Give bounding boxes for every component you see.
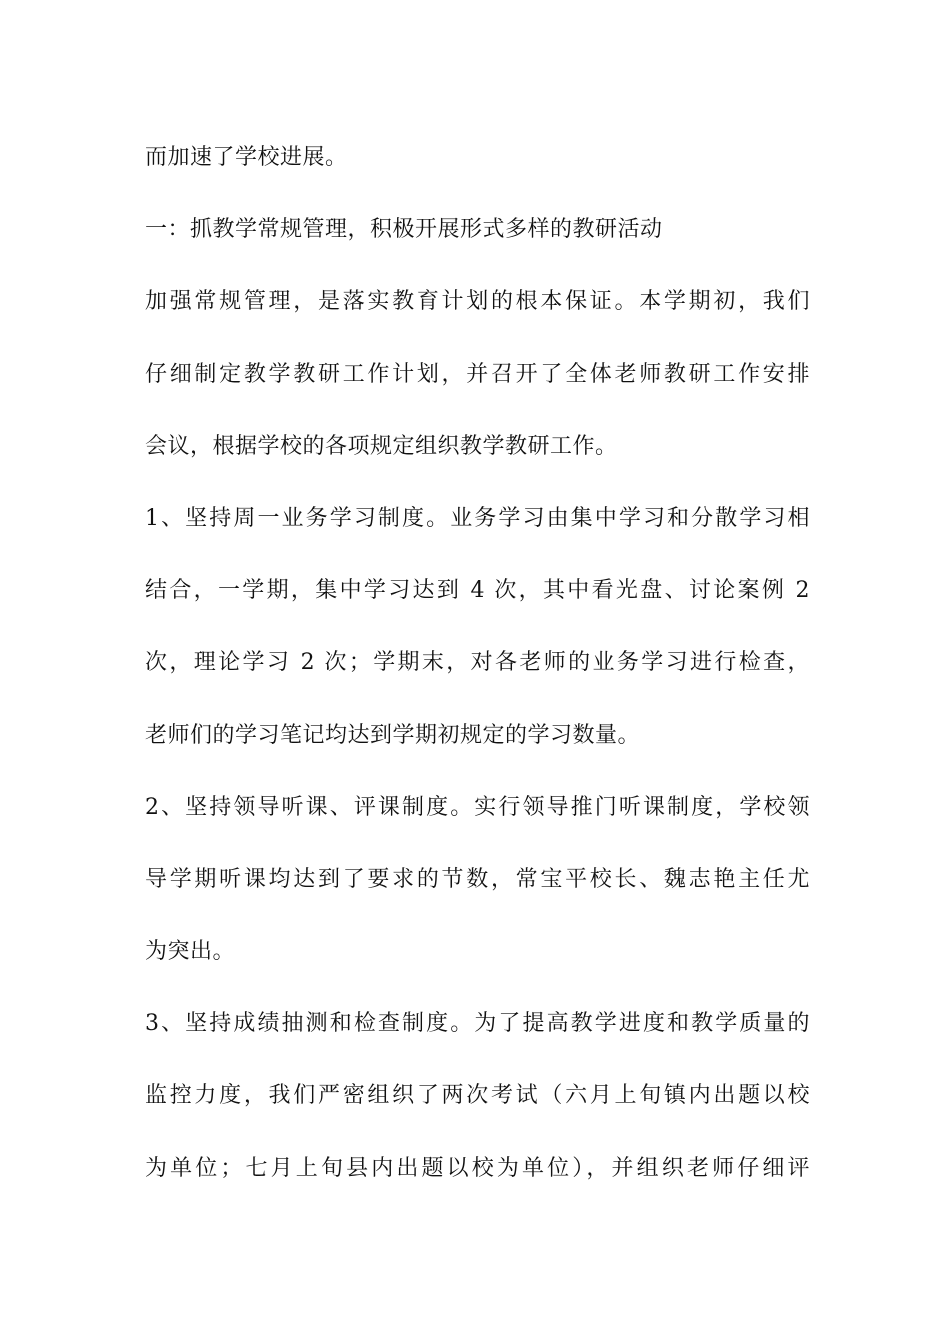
section-heading: 一：抓教学常规管理，积极开展形式多样的教研活动 — [145, 217, 663, 243]
text-line: 3、坚持成绩抽测和检查制度。为了提高教学进度和教学质量的 — [145, 1011, 810, 1037]
text-line: 为突出。 — [145, 939, 236, 965]
text-line: 结合，一学期，集中学习达到 4 次，其中看光盘、讨论案例 2 — [145, 578, 810, 604]
text-line: 次，理论学习 2 次；学期末，对各老师的业务学习进行检查， — [145, 650, 810, 676]
text-line: 导学期听课均达到了要求的节数，常宝平校长、魏志艳主任尤 — [145, 866, 810, 892]
text-line: 仔细制定教学教研工作计划，并召开了全体老师教研工作安排 — [145, 361, 810, 387]
text-line: 老师们的学习笔记均达到学期初规定的学习数量。 — [145, 722, 641, 748]
text-line: 加强常规管理，是落实教育计划的根本保证。本学期初，我们 — [145, 289, 810, 315]
text-line: 2、坚持领导听课、评课制度。实行领导推门听课制度，学校领 — [145, 794, 810, 820]
text-line: 1、坚持周一业务学习制度。业务学习由集中学习和分散学习相 — [145, 505, 810, 531]
text-line: 而加速了学校进展。 — [145, 145, 348, 170]
text-line: 监控力度，我们严密组织了两次考试（六月上旬镇内出题以校 — [145, 1083, 810, 1109]
text-line: 会议，根据学校的各项规定组织教学教研工作。 — [145, 433, 618, 459]
text-line: 为单位；七月上旬县内出题以校为单位），并组织老师仔细评 — [145, 1155, 810, 1181]
document-body — [145, 132, 810, 1215]
